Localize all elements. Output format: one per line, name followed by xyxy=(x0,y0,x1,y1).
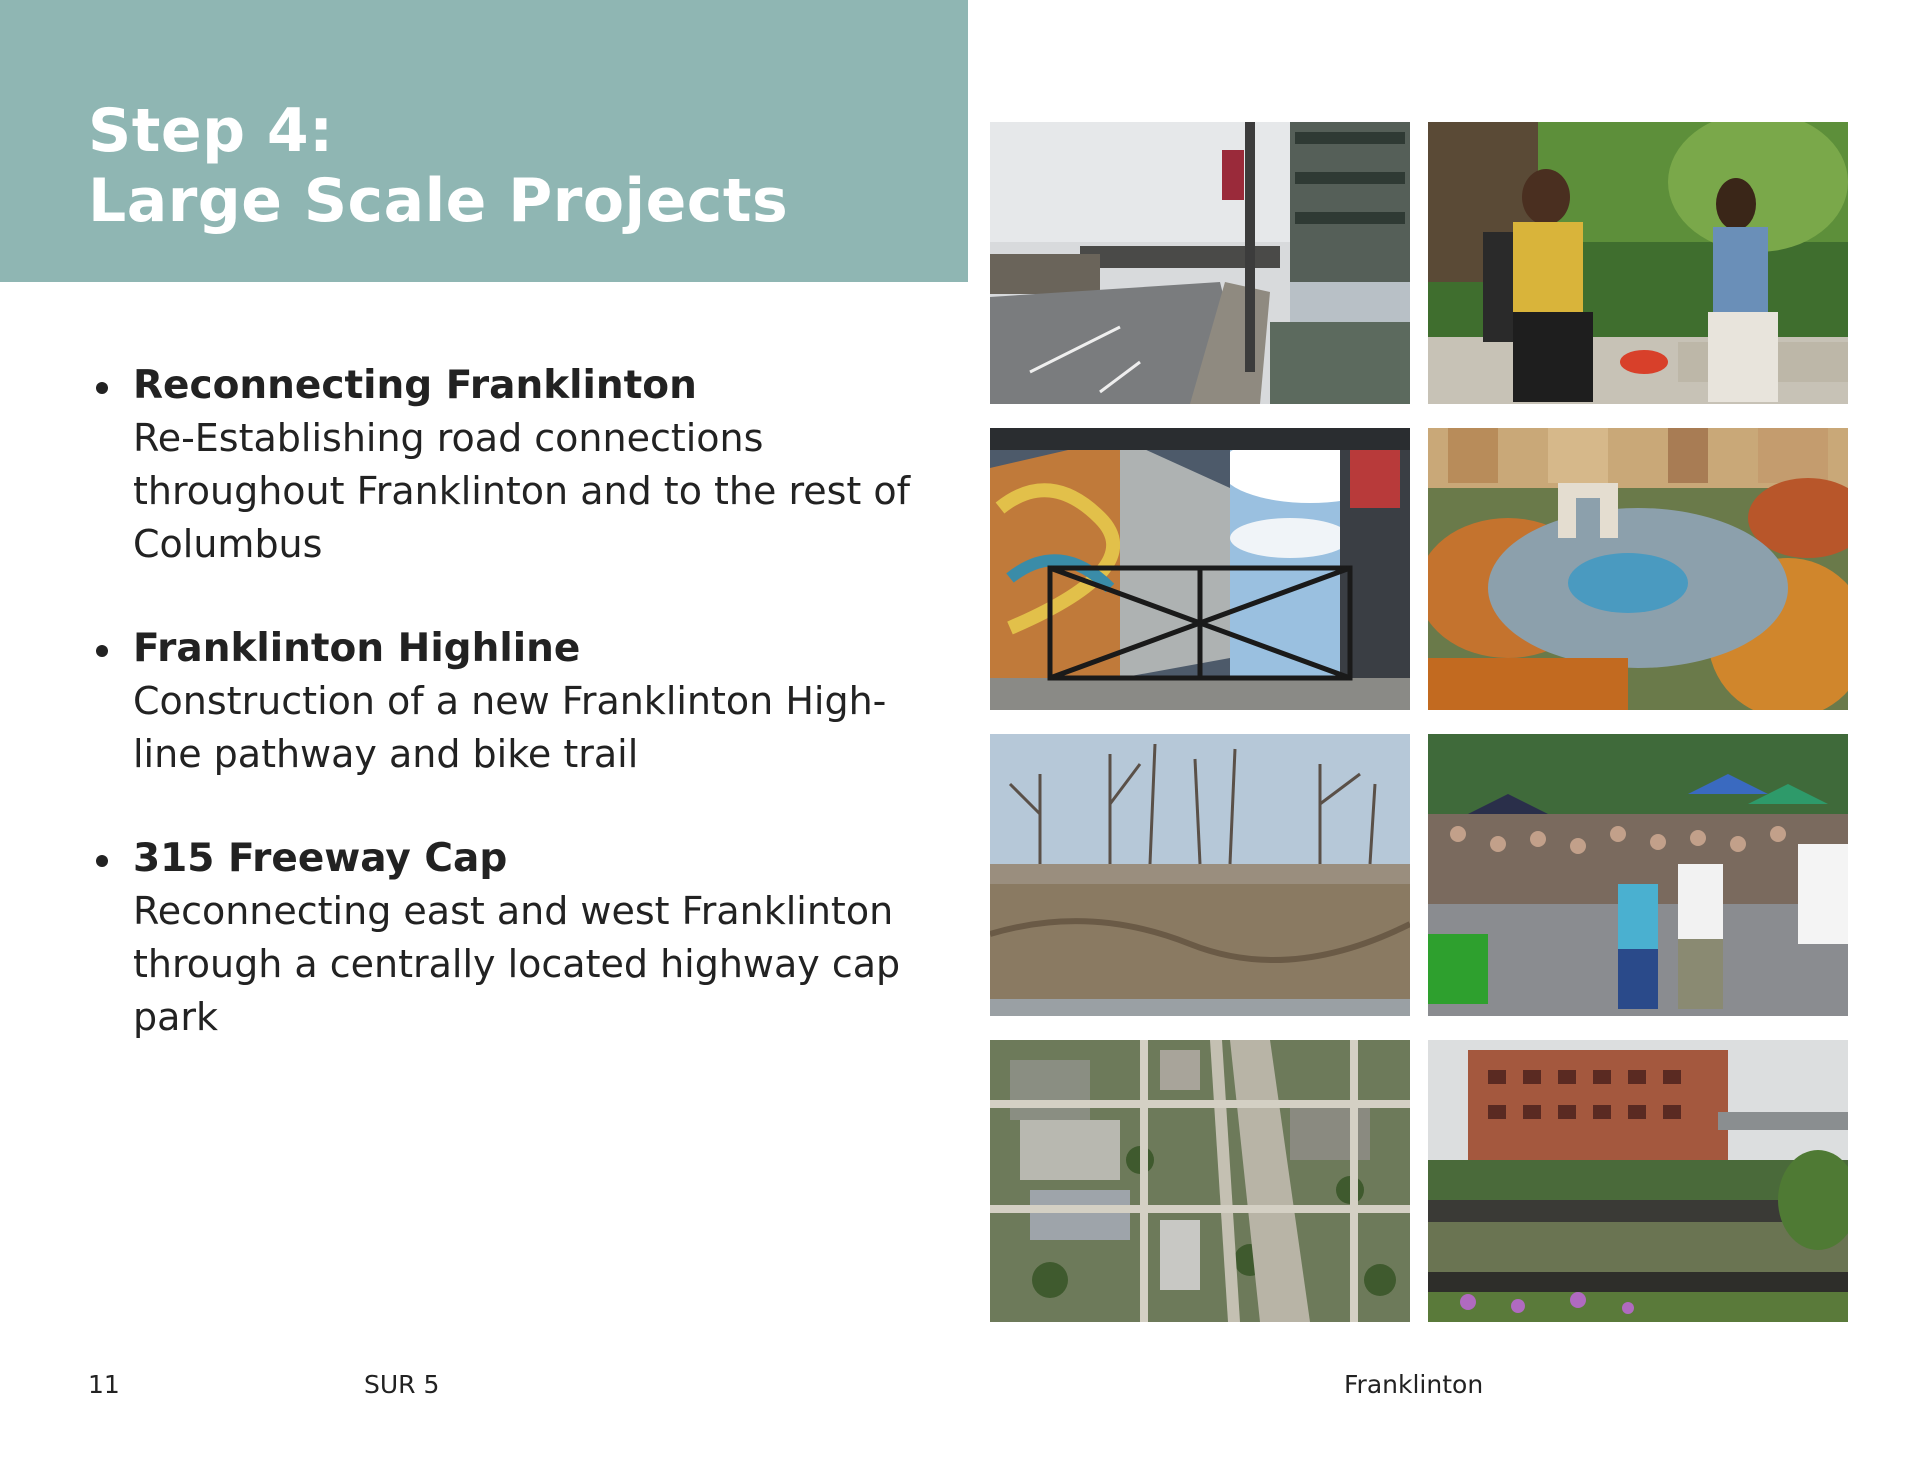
page-number: 11 xyxy=(88,1370,120,1399)
item-desc-line: line pathway and bike trail xyxy=(133,732,639,776)
elevated-park-photo xyxy=(1428,1040,1848,1322)
item-desc-line: Reconnecting east and west Franklinton xyxy=(133,889,894,933)
list-item xyxy=(90,360,950,571)
bare-trees-embankment-photo xyxy=(990,734,1410,1016)
item-desc-line: Construction of a new Franklinton High- xyxy=(133,679,887,723)
item-title: Franklinton Highline xyxy=(133,626,581,671)
street-festival-crowd-photo xyxy=(1428,734,1848,1016)
list-item xyxy=(90,623,950,781)
location-label: Franklinton xyxy=(1344,1370,1484,1399)
item-title: Reconnecting Franklinton xyxy=(133,363,697,408)
title-line-1: Step 4: xyxy=(88,96,334,166)
title-line-2: Large Scale Projects xyxy=(88,166,789,236)
project-list xyxy=(90,360,950,1096)
course-label: SUR 5 xyxy=(364,1370,440,1399)
item-desc-line: Re-Establishing road connections xyxy=(133,416,764,460)
aerial-freeway-map-photo xyxy=(990,1040,1410,1322)
bullet-icon xyxy=(96,645,108,657)
bullet-icon xyxy=(96,382,108,394)
people-sitting-park-photo xyxy=(1428,122,1848,404)
street-underpass-photo xyxy=(990,122,1410,404)
item-title: 315 Freeway Cap xyxy=(133,836,508,881)
bullet-icon xyxy=(96,855,108,867)
item-desc-line: Columbus xyxy=(133,522,323,566)
mural-gate-walkway-photo xyxy=(990,428,1410,710)
aerial-park-fountain-photo xyxy=(1428,428,1848,710)
item-desc-line: through a centrally located highway cap xyxy=(133,942,901,986)
page-title xyxy=(88,96,788,236)
item-desc-line: park xyxy=(133,995,219,1039)
item-desc-line: throughout Franklinton and to the rest of xyxy=(133,469,911,513)
list-item xyxy=(90,833,950,1044)
